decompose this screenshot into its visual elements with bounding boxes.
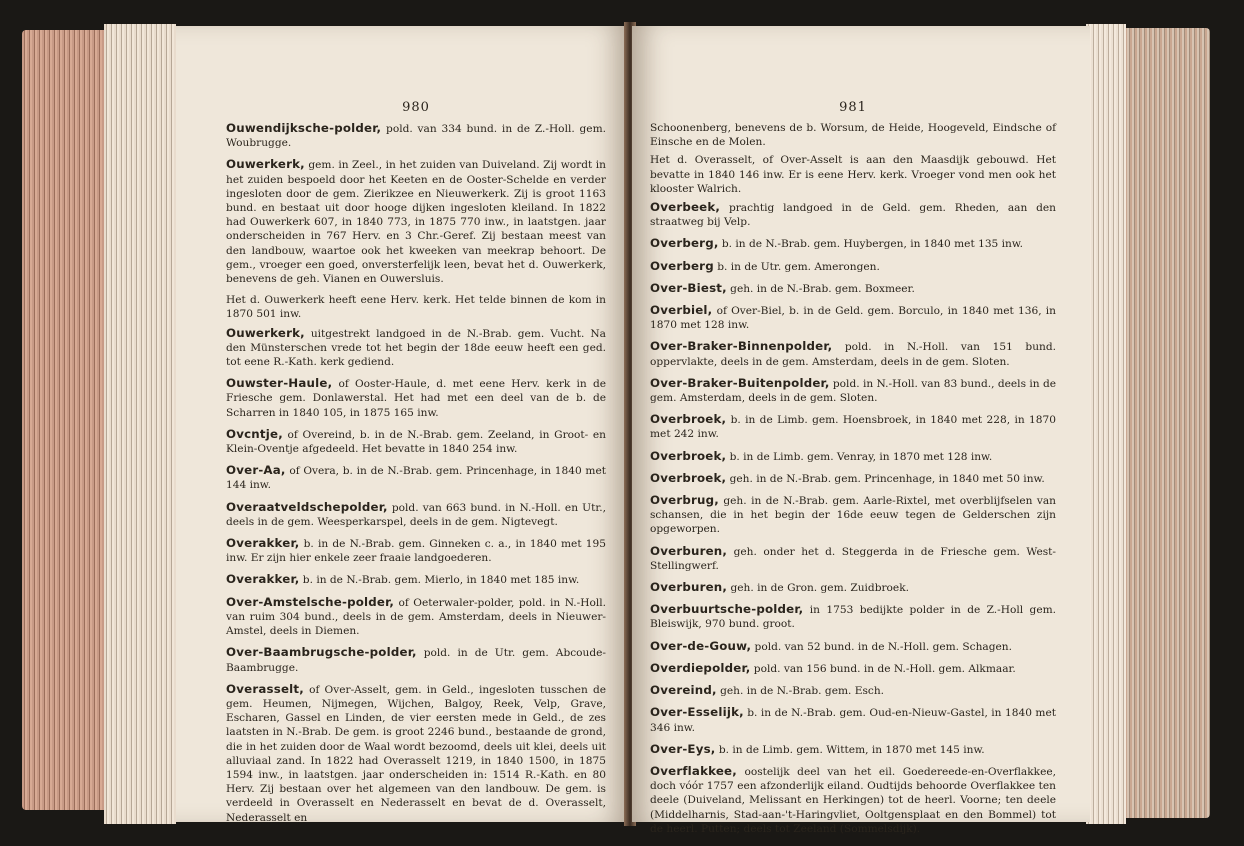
entry-text: geh. onder het d. Steggerda in de Friesche gem. West-Stellingwerf. [650, 545, 1056, 572]
page-edges-right-inner [1086, 24, 1126, 824]
entry-headword: Ovcntje, [226, 426, 283, 441]
entry-text: b. in de Limb. gem. Hoensbroek, in 1840 met 228, in 1870 met 242 inw. [650, 414, 1056, 441]
entry-headword: Overflakkee, [650, 763, 737, 778]
entry-headword: Overbroek, [650, 448, 727, 463]
entry-text: geh. in de N.-Brab. gem. Boxmeer. [726, 282, 915, 295]
dictionary-entry [650, 705, 1056, 734]
entry-text: geh. in de N.-Brab. gem. Esch. [716, 685, 885, 698]
entry-headword: Overberg [650, 258, 714, 273]
entry-headword: Overburen, [650, 580, 728, 595]
entry-text: pold. in N.-Holl. van 151 bund. oppervlakte, deels in de gem. Amsterdam, deels in de gem. Sloten. [650, 341, 1056, 368]
entry-headword: Overbiel, [650, 303, 713, 318]
dictionary-entry [226, 500, 606, 529]
dictionary-entry [650, 639, 1056, 654]
dictionary-entry [650, 339, 1056, 368]
dictionary-entry [226, 293, 606, 321]
entry-text: Het d. Ouwerkerk heeft eene Herv. kerk. Het telde binnen de kom in 1870 501 inw. [226, 294, 606, 321]
entry-headword: Ouwster-Haule, [226, 376, 333, 391]
entry-text: pold. in de Utr. gem. Abcoude-Baambrugge. [226, 647, 606, 674]
entry-headword: Overaatveldschepolder, [226, 499, 388, 514]
dictionary-entry [650, 281, 1056, 296]
dictionary-entry [226, 536, 606, 565]
entry-text: pold. van 663 bund. in N.-Holl. en Utr., deels in de gem. Weesperkarspel, deels in de gem. Nigtevegt. [226, 501, 606, 528]
entry-text: uitgestrekt landgoed in de N.-Brab. gem. Vucht. Na den Münsterschen vrede tot het begin der 18de eeuw heeft een ged. tot eene R.-Kath. kerk gediend. [226, 327, 606, 369]
entry-text: of Over-Asselt, gem. in Geld., ingesloten tusschen de gem. Heumen, Nijmegen, Wijchen, Balgoy, Reek, Velp, Grave, Escharen, Gassel en Linden, de vier eersten mede in Geld., de zes laatsten in N.-Brab. De gem. is groot 2246 bund., bestaande de grond, die in het zuiden door de Waal wordt bezoomd, deels uit klei, deels uit alluviaal zand. In 1822 had Overasselt 1219, in 1840 1500, in 1875 1594 inw., in laatstgen. jaar onderscheiden in: 1514 R.-Kath. en 80 Herv. Zij bestaan over het algemeen van den landbouw. De gem. is verdeeld in Overasselt en Nederasselt en bevat de d. Overasselt, Nederasselt en [226, 683, 606, 824]
entry-headword: Ouwerkerk, [226, 157, 305, 172]
dictionary-entry [226, 595, 606, 639]
entry-text: b. in de Limb. gem. Wittem, in 1870 met 145 inw. [715, 743, 985, 756]
dictionary-entry [650, 493, 1056, 537]
dictionary-entry [226, 645, 606, 674]
dictionary-entry [650, 661, 1056, 676]
dictionary-entry [650, 764, 1056, 836]
entry-headword: Overeind, [650, 683, 717, 698]
dictionary-entry [650, 742, 1056, 757]
dictionary-entry [650, 580, 1056, 595]
entry-headword: Ouwerkerk, [226, 325, 305, 340]
entry-text: gem. in Zeel., in het zuiden van Duiveland. Zij wordt in het zuiden bespoeld door het Keeten en de Ooster-Schelde en verder ingesloten door de gem. Zierikzee en Nieuwerkerk. Zij is groot 1163 bund. en bestaat uit door hooge dijken ingesloten kleiland. In 1822 had Ouwerkerk 607, in 1840 773, in 1875 770 inw., in laatstgen. jaar onderscheiden in 767 Herv. en 3 Chr.-Geref. Zij bestaan meest van den landbouw, waartoe ook het kweeken van meekrap behoort. De gem., vroeger een goed, onversterfelijk leen, bevat het d. Ouwerkerk, benevens de geh. Vianen en Ouwersluis. [226, 159, 606, 286]
entry-headword: Overbuurtsche-polder, [650, 602, 804, 617]
dictionary-entry [650, 449, 1056, 464]
dictionary-entry [650, 121, 1056, 149]
entry-headword: Overbroek, [650, 412, 727, 427]
entry-headword: Overasselt, [226, 681, 304, 696]
left-page [176, 26, 628, 822]
dictionary-entry [650, 259, 1056, 274]
entry-headword: Overbeek, [650, 200, 721, 215]
dictionary-entry [226, 427, 606, 456]
entry-headword: Over-Braker-Binnenpolder, [650, 339, 833, 354]
dictionary-entry [650, 200, 1056, 229]
page-edges-right [1122, 28, 1210, 818]
entry-headword: Overbrug, [650, 493, 719, 508]
entry-text: b. in de N.-Brab. gem. Mierlo, in 1840 met 185 inw. [299, 574, 580, 587]
entry-text: b. in de N.-Brab. gem. Oud-en-Nieuw-Gastel, in 1840 met 346 inw. [650, 707, 1056, 734]
entry-text: b. in de N.-Brab. gem. Ginneken c. a., in 1840 met 195 inw. Er zijn hier enkele zeer fraaie landgoederen. [226, 538, 606, 565]
entry-text: b. in de Utr. gem. Amerongen. [713, 260, 880, 273]
dictionary-entry [226, 572, 606, 587]
entry-text: b. in de Limb. gem. Venray, in 1870 met 128 inw. [726, 450, 993, 463]
entry-headword: Overbroek, [650, 470, 727, 485]
dictionary-entry [226, 157, 606, 286]
entry-text: of Ooster-Haule, d. met eene Herv. kerk in de Friesche gem. Donlawerstal. Het had met een deel van de b. de Scharren in 1840 105, in 1875 165 inw. [226, 378, 606, 419]
entry-text: pold. van 52 bund. in de N.-Holl. gem. Schagen. [751, 640, 1012, 653]
entry-text: geh. in de Gron. gem. Zuidbroek. [727, 582, 909, 595]
dictionary-entry [650, 412, 1056, 441]
page-edges-left-inner [104, 24, 176, 824]
entry-text: prachtig landgoed in de Geld. gem. Rheden, aan den straatweg bij Velp. [650, 202, 1056, 229]
entry-headword: Over-de-Gouw, [650, 638, 752, 653]
right-page [632, 26, 1090, 835]
page-number: 981 [839, 100, 867, 115]
entry-text: of Overa, b. in de N.-Brab. gem. Princenhage, in 1840 met 144 inw. [226, 465, 606, 492]
entry-text: b. in de N.-Brab. gem. Huybergen, in 1840 met 135 inw. [718, 238, 1024, 251]
dictionary-entry [650, 471, 1056, 486]
entry-headword: Overdiepolder, [650, 660, 751, 675]
entry-text: of Overeind, b. in de N.-Brab. gem. Zeeland, in Groot- en Klein-Oventje afgedeeld. Het bevatte in 1840 254 inw. [226, 428, 606, 456]
page-number: 980 [402, 100, 430, 115]
dictionary-entry [226, 463, 606, 492]
entry-text: oostelijk deel van het eil. Goedereede-en-Overflakkee, doch vóór 1757 een afzonderlijk eiland. Oudtijds behoorde Overflakkee ten deele (Duiveland, Melissant en Herkingen) tot de heerl. Voorne; ten deele (Middelharnis, Stad-aan-'t-Haringvliet, Ooltgensplaat en den Bommel) tot de heerl. Putten; deels tot Zeeland (Sommelsdijk). [650, 765, 1056, 835]
entry-headword: Over-Braker-Buitenpolder, [650, 375, 830, 390]
dictionary-entry [650, 236, 1056, 251]
entry-text: of Over-Biel, b. in de Geld. gem. Borculo, in 1840 met 136, in 1870 met 128 inw. [650, 305, 1056, 332]
dictionary-entry [650, 544, 1056, 573]
entry-headword: Overberg, [650, 236, 719, 251]
entry-headword: Overburen, [650, 543, 728, 558]
entry-text: pold. van 156 bund. in de N.-Holl. gem. Alkmaar. [750, 662, 1016, 675]
dictionary-entry [650, 683, 1056, 698]
entry-text: Schoonenberg, benevens de b. Worsum, de Heide, Hoogeveld, Eindsche of Einsche en de Molen. [650, 122, 1056, 149]
entry-headword: Over-Aa, [226, 463, 286, 478]
entry-headword: Over-Eys, [650, 741, 716, 756]
entry-text: pold. van 334 bund. in de Z.-Holl. gem. Woubrugge. [226, 123, 606, 150]
entry-list [226, 121, 606, 825]
entry-list [650, 121, 1056, 836]
dictionary-entry [226, 682, 606, 825]
dictionary-entry [650, 602, 1056, 631]
dictionary-entry [650, 153, 1056, 196]
entry-headword: Over-Esselijk, [650, 705, 744, 720]
dictionary-entry [226, 326, 606, 370]
dictionary-entry [226, 376, 606, 420]
entry-headword: Over-Amstelsche-polder, [226, 594, 395, 609]
entry-text: in 1753 bedijkte polder in de Z.-Holl gem. Bleiswijk, 970 bund. groot. [650, 604, 1056, 631]
entry-text: geh. in de N.-Brab. gem. Aarle-Rixtel, met overblijfselen van schansen, die in het begin der 16de eeuw tegen de Gelderschen zijn opgeworpen. [650, 495, 1056, 536]
entry-headword: Overakker, [226, 536, 300, 551]
dictionary-entry [650, 303, 1056, 332]
entry-headword: Overakker, [226, 572, 300, 587]
entry-headword: Over-Biest, [650, 280, 727, 295]
dictionary-entry [226, 121, 606, 150]
entry-headword: Over-Baambrugsche-polder, [226, 645, 417, 660]
entry-text: of Oeterwaler-polder, pold. in N.-Holl. van ruim 304 bund., deels in de gem. Amsterdam, deels in Nieuwer-Amstel, deels in Diemen. [226, 596, 606, 638]
entry-text: geh. in de N.-Brab. gem. Princenhage, in 1840 met 50 inw. [726, 472, 1045, 485]
entry-headword: Ouwendijksche-polder, [226, 121, 382, 135]
dictionary-entry [650, 376, 1056, 405]
entry-text: pold. in N.-Holl. van 83 bund., deels in de gem. Amsterdam, deels in de gem. Sloten. [650, 377, 1056, 405]
entry-text: Het d. Overasselt, of Over-Asselt is aan den Maasdijk gebouwd. Het bevatte in 1840 146 inw. Er is eene Herv. kerk. Vroeger vond men ook het klooster Walrich. [650, 154, 1056, 195]
